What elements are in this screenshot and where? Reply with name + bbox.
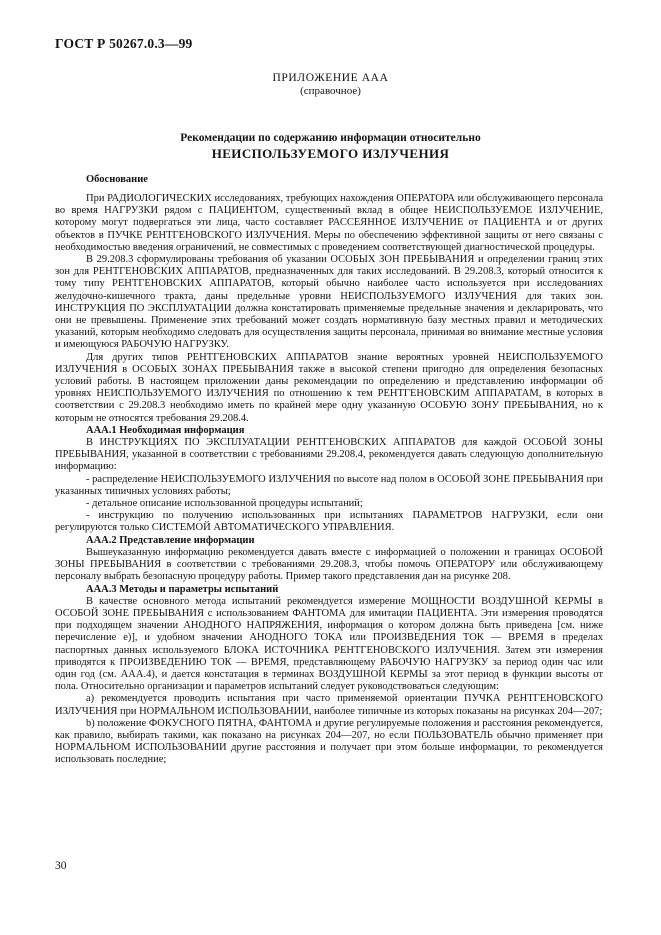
subsection-heading-aaa2: ААА.2 Представление информации — [86, 534, 255, 546]
list-item: b) положение ФОКУСНОГО ПЯТНА, ФАНТОМА и другие регулируемые положения и расстояния рекомендуется, как правило, выбирать такими, как показано на рисунках 204—207, но если ПОЛЬЗОВАТЕЛЬ обычно применяет при НОРМАЛЬНОМ ИСПОЛЬЗОВАНИИ другие расстояния и получает при этом больше информации, то рекомендуется использовать последние; — [55, 717, 603, 766]
paragraph: Для других типов РЕНТГЕНОВСКИХ АППАРАТОВ знание вероятных уровней НЕИСПОЛЬЗУЕМОГО ИЗЛУЧЕНИЯ в ОСОБЫХ ЗОНАХ ПРЕБЫВАНИЯ также в высокой степени пригодно для определения безопасных условий работы. В настоящем приложении даны рекомендации по определению и представлению информации об уровнях НЕИСПОЛЬЗУЕМОГО ИЗЛУЧЕНИЯ по отношению к тем РЕНТГЕНОВСКИМ АППАРАТАМ, в которых в соответствии с 29.208.3 необходимо иметь по крайней мере одну указанную ОСОБУЮ ЗОНУ ПРЕБЫВАНИЯ, но к которым не относятся требования 29.208.4. — [55, 351, 603, 424]
annex-title: ПРИЛОЖЕНИЕ ААА — [272, 72, 389, 84]
body-text — [55, 193, 603, 767]
page-number: 30 — [55, 860, 67, 872]
annex-subtitle: (справочное) — [300, 85, 361, 97]
paragraph: В 29.208.3 сформулированы требования об указании ОСОБЫХ ЗОН ПРЕБЫВАНИЯ и определении границ этих зон для РЕНТГЕНОВСКИХ АППАРАТОВ, предназначенных для таких исследований. В 29.208.3, который относится к тому типу РЕНТГЕНОВСКИХ АППАРАТОВ, который обычно наиболее часто используется при исследованиях желудочно-кишечного тракта, даны предельные уровни НЕИСПОЛЬЗУЕМОГО ИЗЛУЧЕНИЯ для таких зон. ИНСТРУКЦИЯ ПО ЭКСПЛУАТАЦИИ должна констатировать применяемые предельные значения и декларировать, что они не превышены. Применение этих требований может создать нормативную базу местных правил и методических указаний, которым необходимо следовать для осуществления защиты персонала, принимая во внимание местные условия и имеющуюся РАБОЧУЮ НАГРУЗКУ. — [55, 254, 603, 351]
paragraph: В качестве основного метода испытаний рекомендуется измерение МОЩНОСТИ ВОЗДУШНОЙ КЕРМЫ в ОСОБОЙ ЗОНЕ ПРЕБЫВАНИЯ с использованием ФАНТОМА для имитации ПАЦИЕНТА. Эти измерения проводятся при подходящем значении АНОДНОГО НАПРЯЖЕНИЯ, информация о котором должна быть приведена [см. ниже перечисление е)], и удобном значении АНОДНОГО ТОКА или ПРОИЗВЕДЕНИЯ ТОК — ВРЕМЯ в пределах паспортных данных используемого БЛОКА ИСТОЧНИКА РЕНТГЕНОВСКОГО ИЗЛУЧЕНИЯ. Затем эти измерения приводятся к ПРОИЗВЕДЕНИЮ ТОК — ВРЕМЯ, представляющему РАБОЧУЮ НАГРУЗКУ за период один час или один год (см. ААА.4), и дается констатация в терминах ВОЗДУШНОЙ КЕРМЫ за этот период в функции высоты от пола. Относительно организации и параметров испытаний следует руководствоваться следующим: — [55, 595, 603, 693]
subsection-heading-aaa3: ААА.3 Методы и параметры испытаний — [86, 583, 279, 595]
list-item: - инструкцию по получению использованных при испытаниях ПАРАМЕТРОВ НАГРУЗКИ, если они регулируются только СИСТЕМОЙ АВТОМАТИЧЕСКОГО УПРАВЛЕНИЯ. — [55, 510, 603, 534]
paragraph: Вышеуказанную информацию рекомендуется давать вместе с информацией о положении и границах ОСОБОЙ ЗОНЫ ПРЕБЫВАНИЯ в соответствии с требованиями 29.208.3, чтобы помочь ОПЕРАТОРУ или обслуживающему персоналу выбрать безопасную процедуру работы. Пример такого представления дан на рисунке 208. — [55, 546, 603, 583]
paragraph: При РАДИОЛОГИЧЕСКИХ исследованиях, требующих нахождения ОПЕРАТОРА или обслуживающего персонала во время НАГРУЗКИ рядом с ПАЦИЕНТОМ, существенный вклад в общее НЕИСПОЛЬЗУЕМОЕ ИЗЛУЧЕНИЕ, которому могут подвергаться эти лица, часто составляет РАССЕЯННОЕ ИЗЛУЧЕНИЕ от ПАЦИЕНТА и от других объектов в ПУЧКЕ РЕНТГЕНОВСКОГО ИЗЛУЧЕНИЯ. Меры по обеспечению эффективной защиты от него связаны с необходимостью введения ограничений, не совместимых с проведением соответствующей диагностической процедуры. — [55, 193, 603, 253]
rationale-heading: Обоснование — [86, 174, 148, 185]
section-title-line1: Рекомендации по содержанию информации относительно — [180, 132, 481, 144]
list-item: - детальное описание использованной процедуры испытаний; — [86, 498, 363, 510]
paragraph: В ИНСТРУКЦИЯХ ПО ЭКСПЛУАТАЦИИ РЕНТГЕНОВСКИХ АППАРАТОВ для каждой ОСОБОЙ ЗОНЫ ПРЕБЫВАНИЯ, указанной в соответствии с требованиями 29.208.4, рекомендуется давать следующую дополнительную информацию: — [55, 437, 603, 473]
subsection-heading-aaa1: ААА.1 Необходимая информация — [86, 424, 245, 436]
list-item: а) рекомендуется проводить испытания при часто применяемой ориентации ПУЧКА РЕНТГЕНОВСКОГО ИЗЛУЧЕНИЯ при НОРМАЛЬНОМ ИСПОЛЬЗОВАНИИ, наиболее типичные из которых показаны на рисунках 204—207; — [55, 693, 603, 717]
list-item: - распределение НЕИСПОЛЬЗУЕМОГО ИЗЛУЧЕНИЯ по высоте над полом в ОСОБОЙ ЗОНЕ ПРЕБЫВАНИЯ при указанных типичных условиях работы; — [55, 473, 603, 497]
standard-header: ГОСТ Р 50267.0.3—99 — [55, 36, 193, 51]
section-title-line2: НЕИСПОЛЬЗУЕМОГО ИЗЛУЧЕНИЯ — [211, 146, 450, 161]
